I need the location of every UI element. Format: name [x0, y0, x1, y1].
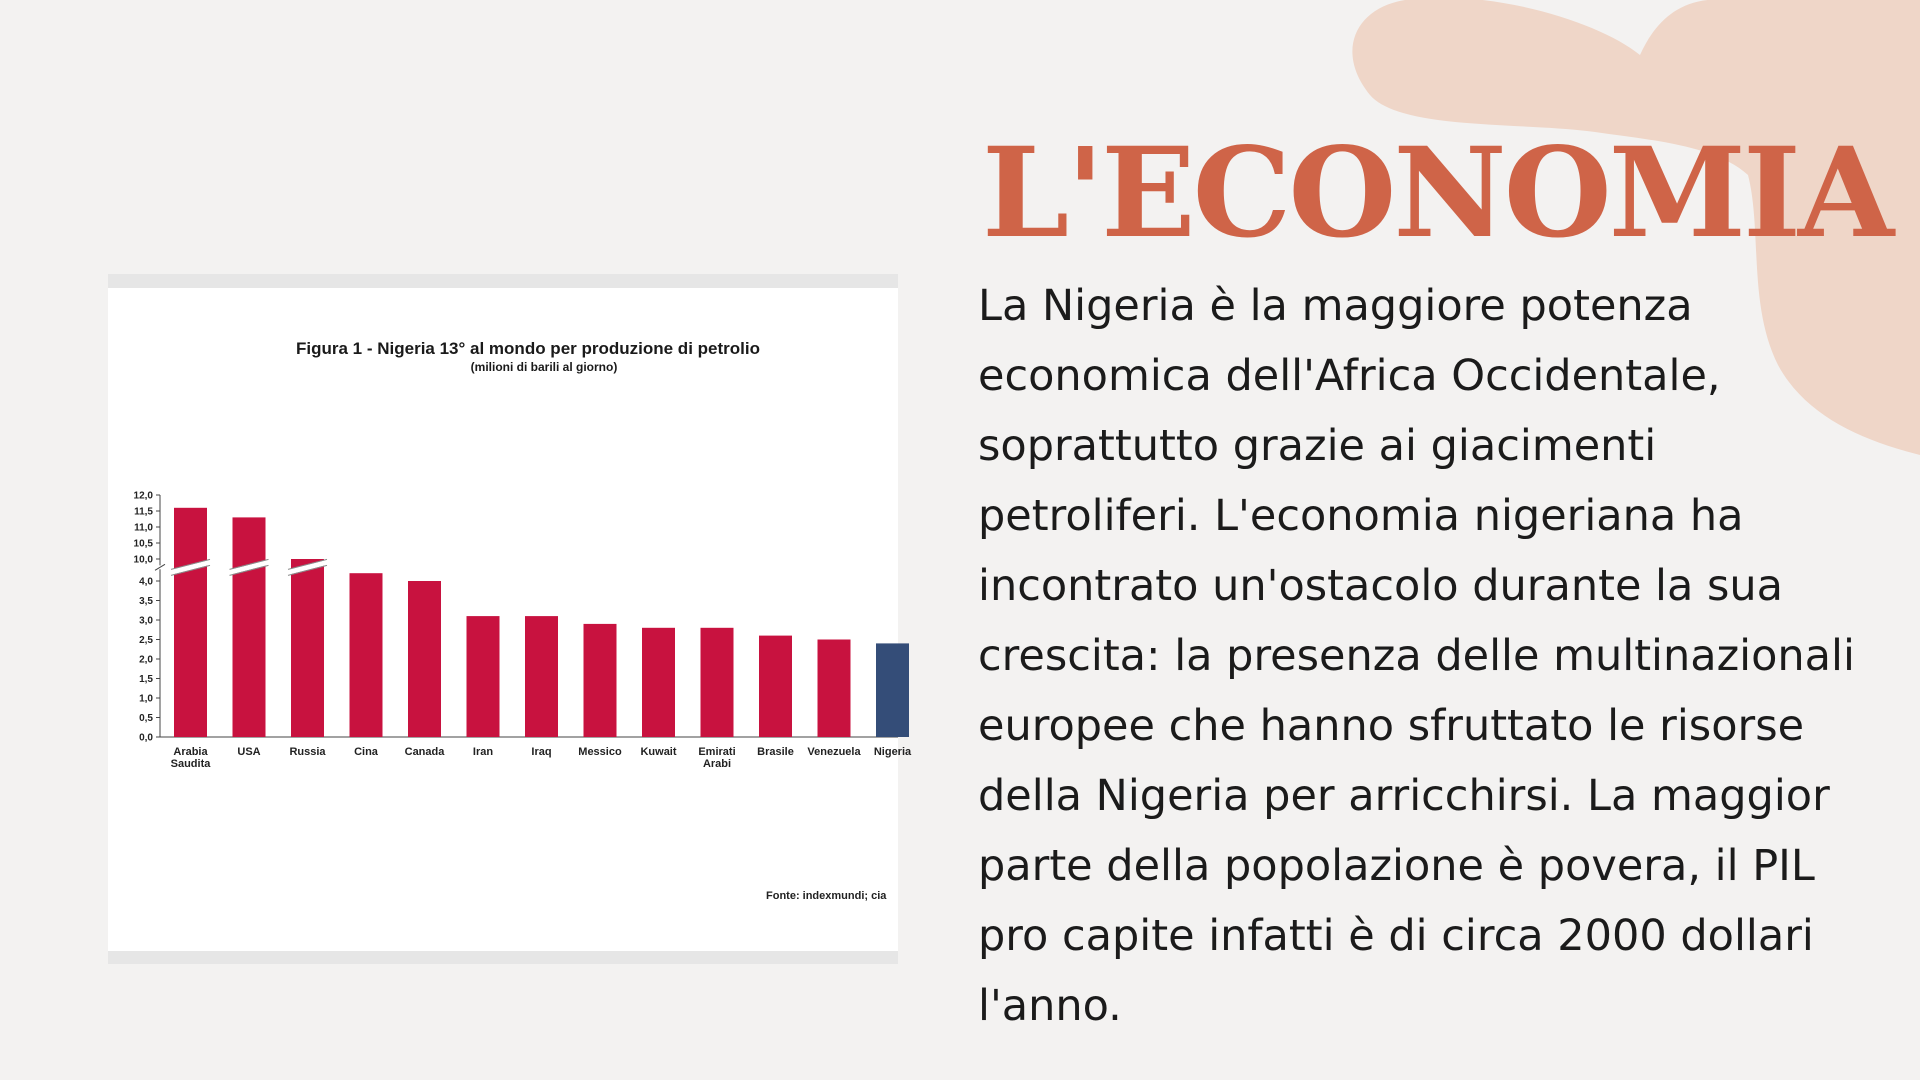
y-tick-label: 0,5	[139, 713, 153, 724]
bar-0	[174, 508, 207, 737]
chart-title: Figura 1 - Nigeria 13° al mondo per produzione di petrolio	[296, 339, 760, 358]
bar-3	[350, 573, 383, 737]
bar-9	[701, 628, 734, 737]
y-tick-label: 12,0	[133, 490, 153, 502]
body-paragraph: La Nigeria è la maggiore potenza economica dell'Africa Occidentale, soprattutto grazie ai giacimenti petroliferi. L'economia nigeriana ha incontrato un'ostacolo durante la sua crescita: la presenza delle multinazionali europee che hanno sfruttato le risorse della Nigeria per arricchirsi. La maggior parte della popolazione è povera, il PIL pro capite infatti è di circa 2000 dollari l'anno.	[978, 281, 1855, 1031]
bar-6	[525, 616, 558, 737]
bar-11	[818, 640, 851, 738]
bar-1	[233, 517, 266, 737]
category-label: Cina	[354, 746, 378, 758]
bar-2	[291, 559, 324, 737]
chart-panel	[108, 288, 912, 951]
category-label: Canada	[404, 746, 445, 758]
page-title: L'ECONOMIA	[982, 121, 1892, 266]
category-label: Iran	[472, 746, 494, 758]
category-label: Arabia	[173, 746, 208, 758]
category-label: USA	[237, 746, 261, 758]
y-tick-label: 11,0	[134, 522, 153, 534]
y-tick-label: 2,5	[139, 635, 153, 646]
y-tick-label: 0,0	[139, 732, 153, 744]
category-label: Venezuela	[807, 746, 861, 758]
y-tick-label: 10,0	[133, 554, 153, 566]
y-tick-label: 1,0	[139, 693, 153, 705]
y-tick-label: 1,5	[139, 674, 153, 685]
category-label: Russia	[289, 746, 326, 758]
chart-subtitle: (milioni di barili al giorno)	[470, 360, 618, 374]
plot-area	[134, 491, 912, 771]
y-tick-label: 11,5	[134, 506, 153, 518]
y-tick-label: 3,5	[139, 596, 153, 607]
bar-7	[584, 624, 617, 737]
category-label: Brasile	[757, 746, 794, 758]
bar-4	[408, 581, 441, 737]
category-label: Messico	[578, 746, 622, 758]
chart-image-frame	[108, 274, 912, 964]
category-label: Iraq	[531, 746, 552, 758]
bar-5	[467, 616, 500, 737]
y-tick-label: 3,0	[139, 615, 153, 627]
bar-10	[759, 636, 792, 737]
y-tick-label: 10,5	[133, 538, 153, 550]
oil-production-chart	[108, 288, 912, 951]
chart-source: Fonte: indexmundi; cia	[766, 890, 887, 902]
category-label: Emirati	[698, 746, 736, 758]
category-label: Nigeria	[873, 746, 912, 758]
category-label: Arabi	[702, 758, 732, 770]
y-tick-label: 2,0	[139, 654, 153, 666]
bar-12	[876, 643, 909, 737]
bar-8	[642, 628, 675, 737]
y-tick-label: 4,0	[139, 576, 153, 588]
category-label: Saudita	[170, 758, 211, 770]
category-label: Kuwait	[640, 746, 677, 758]
